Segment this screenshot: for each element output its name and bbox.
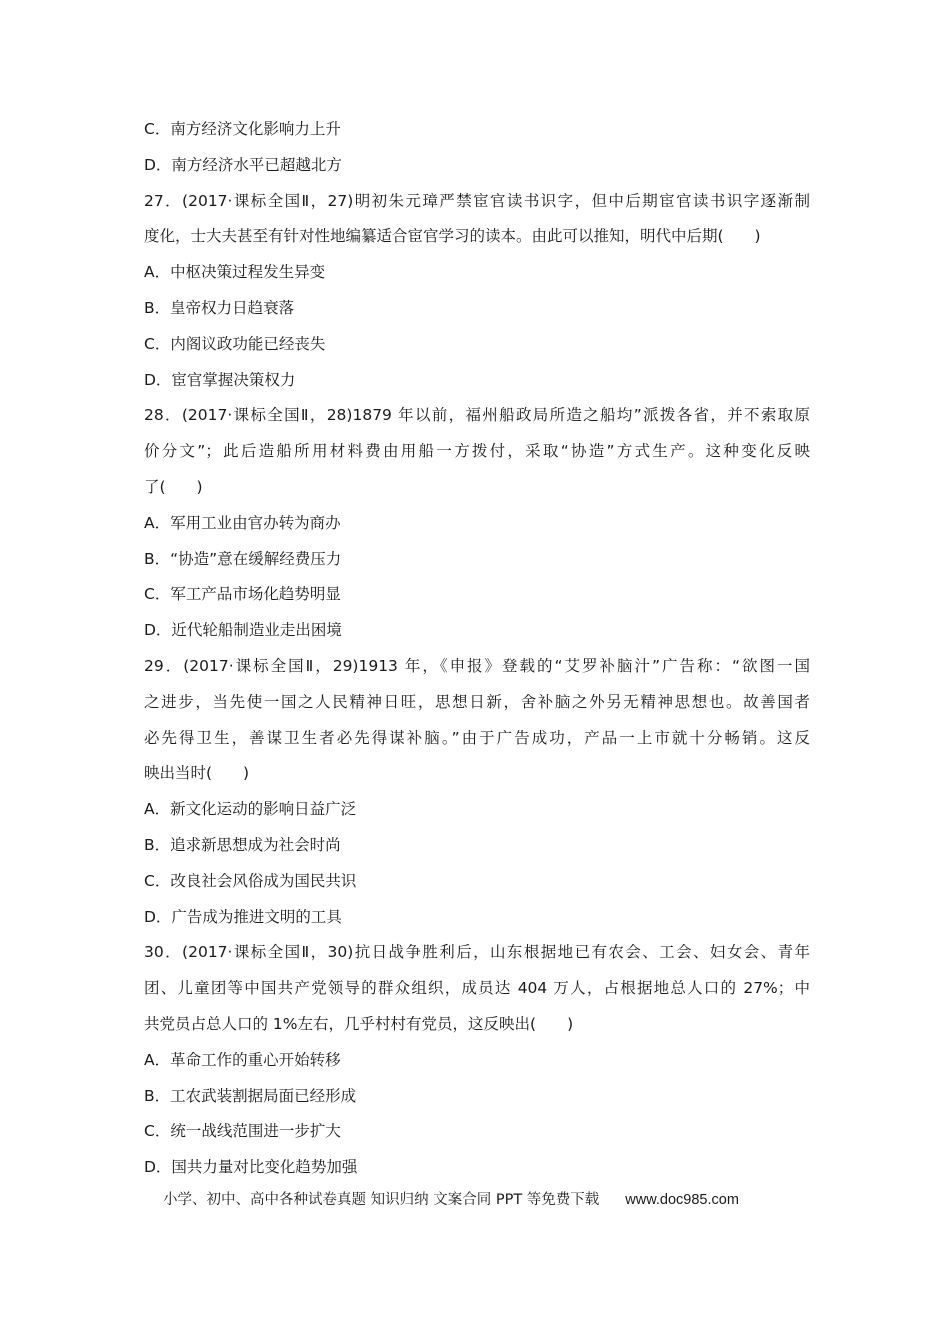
option-line: A．革命工作的重心开始转移 xyxy=(144,1050,341,1069)
question-28-stem-line: 28．(2017·课标全国Ⅱ，28)1879 年以前，福州船政局所造之船均”派拨各省，并不索取原 xyxy=(144,406,810,425)
question-30-stem-line: 共党员占总人口的 1%左右，几乎村村有党员，这反映出( ) xyxy=(144,1014,574,1033)
option-line: D．宦官掌握决策权力 xyxy=(144,370,296,389)
question-29-stem-line: 之进步，当先使一国之人民精神日旺，思想日新，舍补脑之外另无精神思想也。故善国者 xyxy=(144,692,810,711)
question-30-stem-line: 30．(2017·课标全国Ⅱ，30)抗日战争胜利后，山东根据地已有农会、工会、妇女会、青年 xyxy=(144,943,810,962)
option-line: A．中枢决策过程发生异变 xyxy=(144,263,326,282)
option-line: D．国共力量对比变化趋势加强 xyxy=(144,1158,358,1177)
question-27-stem-line: 27．(2017·课标全国Ⅱ，27)明初朱元璋严禁宦官读书识字，但中后期宦官读书识字逐渐制 xyxy=(144,191,810,210)
option-line: C．内阁议政功能已经丧失 xyxy=(144,334,326,353)
question-28-stem-line: 了( ) xyxy=(144,477,203,496)
option-line: B．追求新思想成为社会时尚 xyxy=(144,835,341,854)
option-line: A．新文化运动的影响日益广泛 xyxy=(144,800,357,819)
option-line: D．广告成为推进文明的工具 xyxy=(144,907,342,926)
option-line: B．工农武装割据局面已经形成 xyxy=(144,1086,357,1105)
footer-text: 小学、初中、高中各种试卷真题 知识归纳 文案合同 PPT 等免费下载 xyxy=(163,1192,600,1208)
question-27-stem-line: 度化，士大夫甚至有针对性地编纂适合宦官学习的读本。由此可以推知，明代中后期( ) xyxy=(144,227,761,246)
question-29-stem-line: 映出当时( ) xyxy=(144,764,250,783)
option-line: B．皇帝权力日趋衰落 xyxy=(144,298,295,317)
option-line: A．军用工业由官办转为商办 xyxy=(144,513,341,532)
option-line: B．“协造”意在缓解经费压力 xyxy=(144,549,342,568)
question-28-stem-line: 价分文”；此后造船所用材料费由用船一方拨付，采取“协造”方式生产。这种变化反映 xyxy=(144,442,810,461)
option-line: C．改良社会风俗成为国民共识 xyxy=(144,871,357,890)
question-30-stem-line: 团、儿童团等中国共产党领导的群众组织，成员达 404 万人，占根据地总人口的 27%；中 xyxy=(144,979,810,998)
page-footer xyxy=(163,1188,803,1212)
option-line: C．统一战线范围进一步扩大 xyxy=(144,1122,341,1141)
option-line: C．军工产品市场化趋势明显 xyxy=(144,585,341,604)
option-line: D．南方经济水平已超越北方 xyxy=(144,155,342,174)
question-29-stem-line: 必先得卫生，善谋卫生者必先得谋补脑。”由于广告成功，产品一上市就十分畅销。这反 xyxy=(144,728,810,747)
option-line: D．近代轮船制造业走出困境 xyxy=(144,621,342,640)
option-line: C．南方经济文化影响力上升 xyxy=(144,120,341,138)
question-29-stem-line: 29．(2017·课标全国Ⅱ，29)1913 年，《申报》登载的“艾罗补脑汁”广告称：“欲图一国 xyxy=(144,656,810,675)
footer-url-link[interactable]: www.doc985.com xyxy=(625,1192,739,1208)
exam-content xyxy=(144,112,810,1186)
